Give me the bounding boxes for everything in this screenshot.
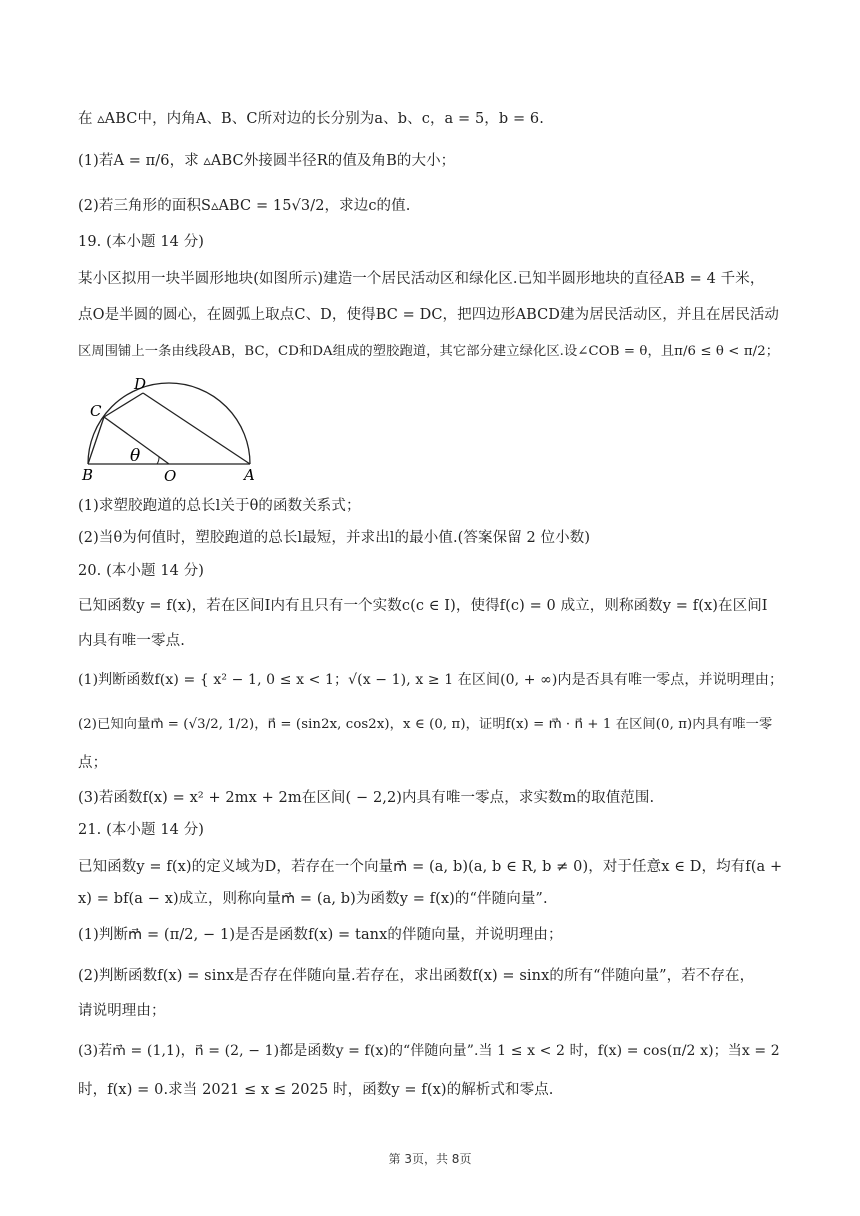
text-line: (1)求塑胶跑道的总长l关于θ的函数关系式； (78, 498, 361, 514)
text-line: 点O是半圆的圆心，在圆弧上取点C、D，使得BC = DC，把四边形ABCD建为居民活动区，并且在居民活动 (78, 307, 780, 323)
text-line: 时，f(x) = 0.求当 2021 ≤ x ≤ 2025 时，函数y = f(x)的解析式和零点. (78, 1082, 554, 1098)
question-heading: 20. (本小题 14 分) (78, 563, 205, 579)
semicircle-figure (78, 372, 278, 487)
label-c: C (90, 402, 102, 420)
text-line: 点； (78, 755, 108, 771)
angle-arc (157, 457, 159, 464)
text-line: 某小区拟用一块半圆形地块(如图所示)建造一个居民活动区和绿化区.已知半圆形地块的直径AB = 4 千米， (78, 271, 765, 287)
text-line: (1)判断m⃗ = (π/2, − 1)是否是函数f(x) = tanx的伴随向量，并说明理由； (78, 927, 563, 943)
question-heading: 21. (本小题 14 分) (78, 822, 205, 838)
text-line: 请说明理由； (78, 1003, 166, 1019)
text-line: 内具有唯一零点. (78, 633, 185, 649)
text-line: 区周围铺上一条由线段AB，BC，CD和DA组成的塑胶跑道，其它部分建立绿化区.设∠COB = θ，且π/6 ≤ θ < π/2； (78, 344, 780, 359)
label-d: D (134, 375, 147, 393)
text-line: (3)若函数f(x) = x² + 2mx + 2m在区间( − 2,2)内具有唯一零点，求实数m的取值范围. (78, 790, 655, 806)
label-theta: θ (130, 446, 141, 466)
text-line: (2)已知向量m⃗ = (√3/2, 1/2)，n⃗ = (sin2x, cos2x)，x ∈ (0, π)，证明f(x) = m⃗ · n⃗ + 1 在区间(0, π)内具有唯一零 (78, 717, 773, 732)
page-footer: 第 3页，共 8页 (388, 1152, 472, 1166)
question-heading: 19. (本小题 14 分) (78, 234, 205, 250)
text-line: (1)若A = π/6，求 ▵ABC外接圆半径R的值及角B的大小； (78, 153, 456, 169)
text-line: 已知函数y = f(x)的定义域为D，若存在一个向量m⃗ = (a, b)(a, b ∈ R, b ≠ 0)，对于任意x ∈ D，均有f(a + (78, 859, 783, 875)
label-b: B (82, 466, 94, 484)
text-line: x) = bf(a − x)成立，则称向量m⃗ = (a, b)为函数y = f(x)的“伴随向量”. (78, 891, 548, 907)
text-line: (1)判断函数f(x) = { x² − 1, 0 ≤ x < 1；√(x − 1), x ≥ 1 在区间(0, + ∞)内是否具有唯一零点，并说明理由； (78, 672, 784, 688)
segment-da (143, 393, 250, 464)
label-a: A (244, 466, 255, 484)
text-line: (3)若m⃗ = (1,1)，n⃗ = (2, − 1)都是函数y = f(x)的“伴随向量”.当 1 ≤ x < 2 时，f(x) = cos(π/2 x)；当x = 2 (78, 1043, 780, 1059)
text-line: (2)当θ为何值时，塑胶跑道的总长l最短，并求出l的最小值.(答案保留 2 位小数) (78, 530, 591, 546)
text-line: (2)若三角形的面积S▵ABC = 15√3/2，求边c的值. (78, 198, 411, 214)
text-line: 在 ▵ABC中，内角A、B、C所对边的长分别为a、b、c，a = 5，b = 6. (78, 111, 544, 127)
text-line: 已知函数y = f(x)，若在区间I内有且只有一个实数c(c ∈ I)，使得f(c) = 0 成立，则称函数y = f(x)在区间I (78, 598, 768, 614)
segment-bc (88, 417, 104, 464)
text-line: (2)判断函数f(x) = sinx是否存在伴随向量.若存在，求出函数f(x) = sinx的所有“伴随向量”，若不存在， (78, 968, 755, 984)
label-o: O (164, 467, 177, 485)
